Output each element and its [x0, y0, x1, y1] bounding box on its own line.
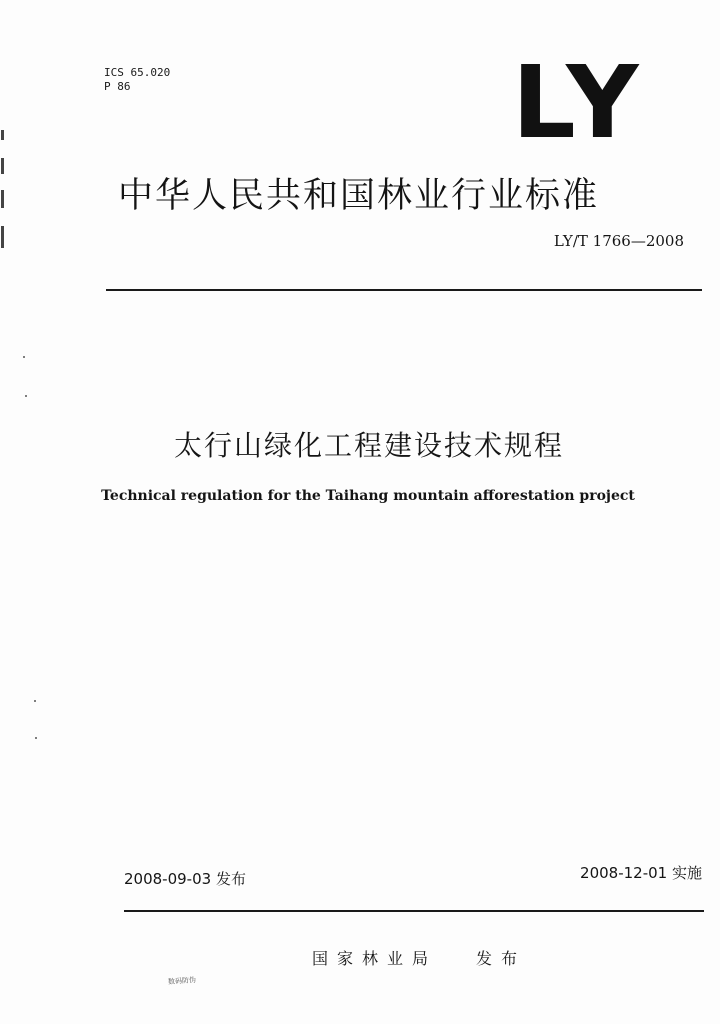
scan-speck	[25, 395, 27, 397]
anti-counterfeit-stamp: 数码防伪	[167, 976, 197, 986]
issuing-authority: 国家林业局	[312, 949, 438, 968]
issue-label: 发布	[476, 949, 527, 968]
document-title-chinese: 太行山绿化工程建设技术规程	[173, 429, 564, 462]
standard-category-title: 中华人民共和国林业行业标准	[118, 176, 600, 216]
binding-edge-marks	[0, 130, 6, 260]
scan-speck	[34, 700, 36, 702]
ly-logo: LY	[512, 44, 645, 161]
classification-codes	[104, 66, 170, 94]
document-title-english: Technical regulation for the Taihang mountain afforestation project	[101, 488, 635, 504]
effective-date: 2008-12-01 实施	[580, 864, 702, 882]
footer-divider	[124, 910, 704, 912]
ics-code: ICS 65.020	[104, 66, 171, 79]
scan-speck	[35, 737, 37, 739]
class-code: P 86	[104, 80, 131, 93]
scan-speck	[23, 356, 25, 358]
issue-date: 2008-09-03 发布	[124, 870, 246, 888]
standard-number: LY/T 1766—2008	[553, 232, 684, 250]
header-divider	[106, 289, 702, 291]
